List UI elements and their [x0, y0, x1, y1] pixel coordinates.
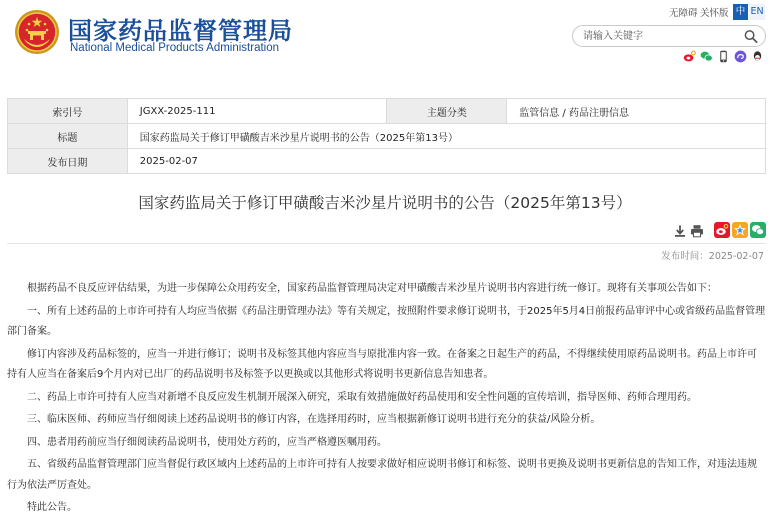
- article-paragraph: 一、所有上述药品的上市许可持有人均应当依据《药品注册管理办法》等有关规定，按照附件要求修订说明书，于2025年5月4日前报药品审评中心或省级药品监督管理部门备案。: [7, 305, 766, 337]
- weibo-icon[interactable]: [683, 50, 696, 63]
- accessibility-link[interactable]: 无障碍: [669, 8, 698, 19]
- national-emblem-icon[interactable]: [14, 9, 60, 55]
- lang-en-button[interactable]: EN: [749, 4, 765, 20]
- download-icon[interactable]: [673, 224, 687, 238]
- article-paragraph: 二、药品上市许可持有人应当对新增不良反应发生机制开展深入研究，采取有效措施做好药品使用和安全性问题的宣传培训，指导医师、药师合理用药。: [27, 391, 697, 403]
- metadata-table: [7, 98, 766, 174]
- site-title-cn[interactable]: 国家药品监督管理局: [68, 17, 293, 45]
- category-label: 主题分类: [387, 99, 507, 124]
- wechat-share-icon[interactable]: [750, 222, 766, 238]
- article-paragraph: 特此公告。: [27, 502, 77, 513]
- metadata-row: [8, 149, 766, 174]
- site-header: [0, 0, 770, 78]
- publish-time: 发布时间：2025-02-07: [661, 251, 764, 262]
- title-divider: [7, 243, 766, 244]
- date-label: 发布日期: [8, 149, 128, 174]
- search-icon[interactable]: [743, 29, 759, 44]
- category-value: 监管信息 / 药品注册信息: [507, 99, 766, 124]
- wechat-icon[interactable]: [700, 50, 713, 63]
- search-input[interactable]: [583, 29, 733, 43]
- mobile-icon[interactable]: [717, 50, 730, 63]
- index-label: 索引号: [8, 99, 128, 124]
- article-title: 国家药监局关于修订甲磺酸吉米沙星片说明书的公告（2025年第13号）: [138, 194, 632, 212]
- qzone-share-icon[interactable]: [732, 222, 748, 238]
- article-paragraph: 根据药品不良反应评估结果，为进一步保障公众用药安全，国家药品监督管理局决定对甲磺酸吉米沙星片说明书内容进行统一修订。现将有关事项公告如下：: [27, 283, 717, 294]
- article-paragraph: 五、省级药品监督管理部门应当督促行政区域内上述药品的上市许可持有人按要求做好相应说明书修订和标签、说明书更换及说明书更新信息的告知工作，对违法违规行为依法严厉查处。: [7, 459, 757, 491]
- article-paragraph: 修订内容涉及药品标签的，应当一并进行修订；说明书及标签其他内容应当与原批准内容一致。在备案之日起生产的药品，不得继续使用原药品说明书。药品上市许可持有人应当在备案后9个月内对已出厂的药品说明书及标签予以更换或以其他形式将说明书更新信息告知患者。: [7, 348, 757, 380]
- article-paragraph: 四、患者用药前应当仔细阅读药品说明书，使用处方药的，应当严格遵医嘱用药。: [27, 436, 387, 448]
- title-label: 标题: [8, 124, 128, 149]
- article-paragraph: 三、临床医师、药师应当仔细阅读上述药品说明书的修订内容，在选择用药时，应当根据新修订说明书进行充分的获益/风险分析。: [27, 414, 601, 425]
- metadata-row: [8, 99, 766, 124]
- date-value: 2025-02-07: [127, 149, 765, 174]
- weibo-share-icon[interactable]: [714, 222, 730, 238]
- print-icon[interactable]: [690, 224, 704, 238]
- site-title-en[interactable]: National Medical Products Administration: [70, 42, 280, 54]
- care-mode-link[interactable]: 关怀版: [700, 8, 729, 19]
- qq-icon[interactable]: [751, 50, 764, 63]
- metadata-row: [8, 124, 766, 149]
- index-value: JGXX-2025-111: [127, 99, 387, 124]
- search-box: [572, 25, 766, 47]
- lang-zh-button[interactable]: 中: [733, 4, 748, 20]
- wechat-miniapp-icon[interactable]: [734, 50, 747, 63]
- article-body: [7, 279, 766, 521]
- title-value: 国家药监局关于修订甲磺酸吉米沙星片说明书的公告（2025年第13号）: [127, 124, 765, 149]
